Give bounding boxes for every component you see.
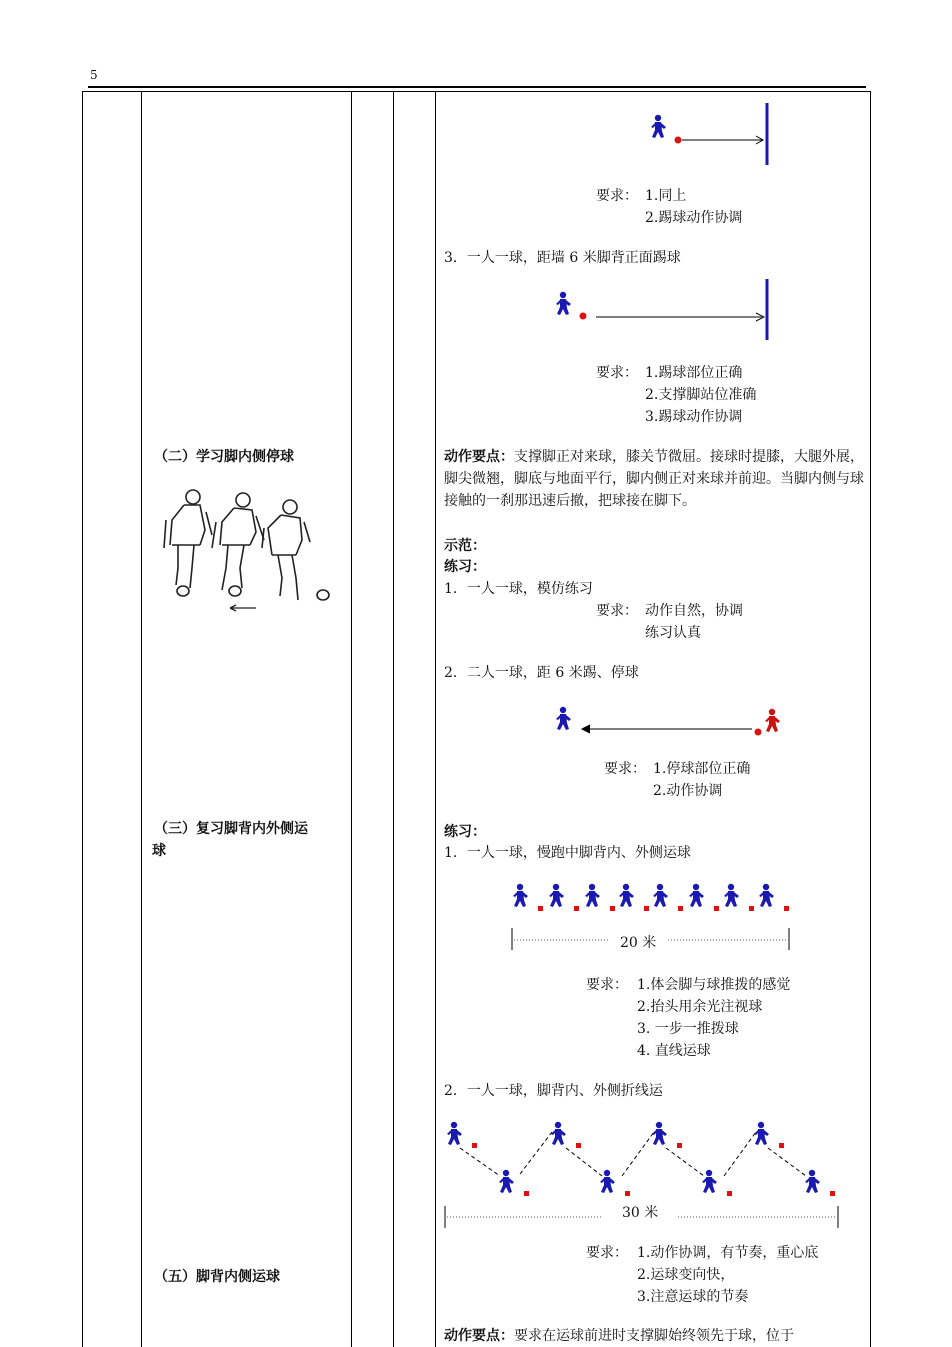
req-item: 2.动作协调: [653, 783, 723, 799]
req-item: 2.支撑脚站位准确: [645, 387, 757, 403]
req-item: 1.同上: [645, 188, 687, 204]
req-label: 要求：: [596, 603, 638, 619]
ball-icon: [580, 313, 587, 320]
req-item: 3. 一步一推拨球: [637, 1021, 739, 1037]
stop-ball-illustration: [164, 490, 329, 611]
req-item: 4. 直线运球: [637, 1043, 711, 1059]
key-text: 支撑脚正对来球，膝关节微屈。接球时提膝，大腿外展，脚尖微翘，脚底与地面平行，脚内侧正对来球并前迎。当脚内侧与球接触的一刹那迅速后撤，把球接在脚下。: [444, 449, 864, 509]
req-item: 1.停球部位正确: [653, 761, 751, 777]
req-item: 2.踢球动作协调: [645, 210, 743, 226]
distance-label: 30 米: [622, 1205, 659, 1221]
section-title-instep-dribble: （三）复习脚背内外侧运: [154, 821, 308, 837]
req-item: 1.动作协调，有节奏，重心底: [637, 1245, 819, 1261]
player-sketch-3: [262, 500, 329, 600]
req-item: 2.抬头用余光注视球: [637, 999, 763, 1015]
req-label: 要求：: [604, 761, 646, 777]
req-item: 1.踢球部位正确: [645, 365, 743, 381]
action-key-points: [444, 1326, 794, 1346]
req-label: 要求：: [596, 188, 638, 204]
req-item: 3.注意运球的节奏: [637, 1289, 749, 1305]
ball-icon: [755, 729, 762, 736]
diagram-kick-wall-1: [651, 103, 767, 165]
player-icon: [651, 115, 666, 138]
ball-icon: [675, 137, 682, 144]
player-icon: [765, 709, 780, 732]
exercise-item: 3．一人一球，距墙 6 米脚背正面踢球: [444, 250, 681, 266]
demo-label: 示范：: [444, 538, 486, 554]
section-title-inside-foot-stop: （二）学习脚内侧停球: [154, 449, 294, 465]
exercise-item: 1．一人一球，慢跑中脚背内、外侧运球: [444, 845, 691, 861]
diagram-two-player-pass: [556, 707, 780, 736]
section-title-inside-instep-dribble: （五）脚背内侧运球: [154, 1269, 280, 1285]
req-label: 要求：: [586, 977, 628, 993]
exercise-item: 2．一人一球，脚背内、外侧折线运: [444, 1083, 663, 1099]
page-number: 5: [90, 68, 98, 82]
key-label: 动作要点：: [444, 449, 514, 465]
key-label: 动作要点：: [444, 1328, 514, 1344]
exercise-item: 2．二人一球，距 6 米踢、停球: [444, 665, 639, 681]
practice-label: 练习：: [444, 559, 486, 575]
distance-label: 20 米: [620, 935, 657, 951]
req-item: 3.踢球动作协调: [645, 409, 743, 425]
player-sketch-1: [164, 490, 212, 596]
player-sketch-2: [212, 493, 264, 611]
exercise-item: 1．一人一球，模仿练习: [444, 581, 593, 597]
action-key-points: [444, 446, 864, 512]
req-item: 2.运球变向快，: [637, 1267, 735, 1283]
diagram-kick-wall-2: [556, 279, 767, 340]
key-text: 要求在运球前进时支撑脚始终领先于球，位于: [514, 1328, 794, 1344]
req-item: 1.体会脚与球推拨的感觉: [637, 977, 791, 993]
req-label: 要求：: [586, 1245, 628, 1261]
practice-label: 练习：: [444, 824, 486, 840]
section-title-instep-dribble-cont: 球: [152, 843, 166, 859]
player-icon: [556, 292, 571, 315]
req-item: 动作自然，协调: [645, 603, 743, 619]
req-item: 练习认真: [645, 625, 701, 641]
req-label: 要求：: [596, 365, 638, 381]
player-icon: [556, 707, 571, 730]
